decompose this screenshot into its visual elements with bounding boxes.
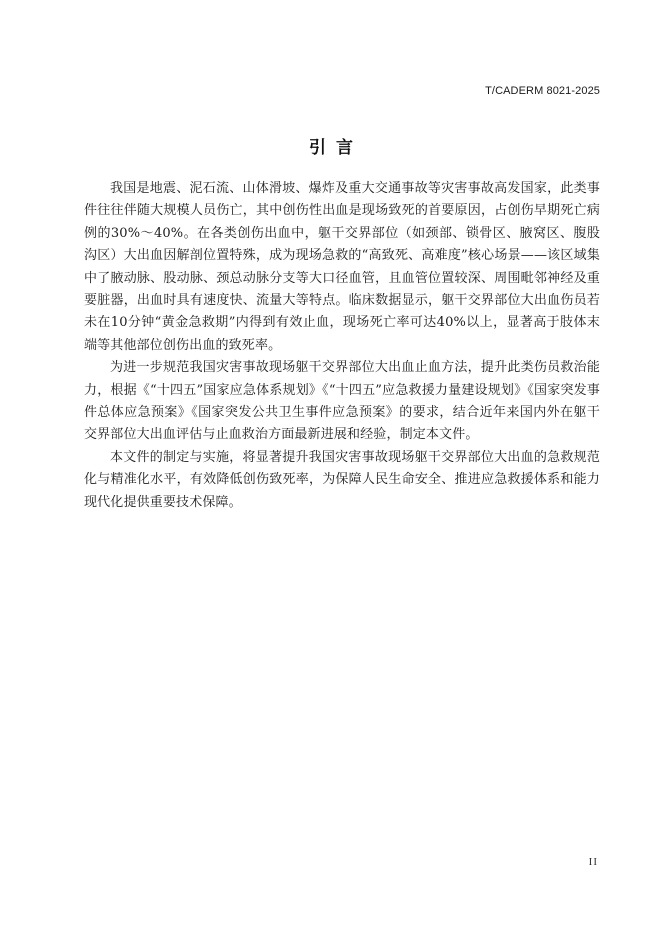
page-title: 引言: [309, 138, 363, 158]
introduction-body: [84, 178, 600, 514]
document-code: T/CADERM 8021-2025: [485, 85, 600, 97]
paragraph-2: 为进一步规范我国灾害事故现场躯干交界部位大出血止血方法，提升此类伤员救治能力，根据《“十四五”国家应急体系规划》《“十四五”应急救援力量建设规划》《国家突发事件总体应急预案》《国家突发公共卫生事件应急预案》的要求，结合近年来国内外在躯干交界部位大出血评估与止血救治方面最新进展和经验，制定本文件。: [84, 360, 600, 443]
page-number: II: [588, 856, 598, 868]
paragraph-3: 本文件的制定与实施，将显著提升我国灾害事故现场躯干交界部位大出血的急救规范化与精准化水平，有效降低创伤致死率，为保障人民生命安全、推进应急救援体系和能力现代化提供重要技术保障。: [84, 449, 600, 510]
paragraph-1: 我国是地震、泥石流、山体滑坡、爆炸及重大交通事故等灾害事故高发国家，此类事件往往伴随大规模人员伤亡，其中创伤性出血是现场致死的首要原因，占创伤早期死亡病例的30%～40%。在各类创伤出血中，躯干交界部位（如颈部、锁骨区、腋窝区、腹股沟区）大出血因解剖位置特殊，成为现场急救的“高致死、高难度”核心场景——该区域集中了腋动脉、股动脉、颈总动脉分支等大口径血管，且血管位置较深、周围毗邻神经及重要脏器，出血时具有速度快、流量大等特点。临床数据显示，躯干交界部位大出血伤员若未在10分钟“黄金急救期”内得到有效止血，现场死亡率可达40%以上，显著高于肢体末端等其他部位创伤出血的致死率。: [84, 181, 600, 353]
